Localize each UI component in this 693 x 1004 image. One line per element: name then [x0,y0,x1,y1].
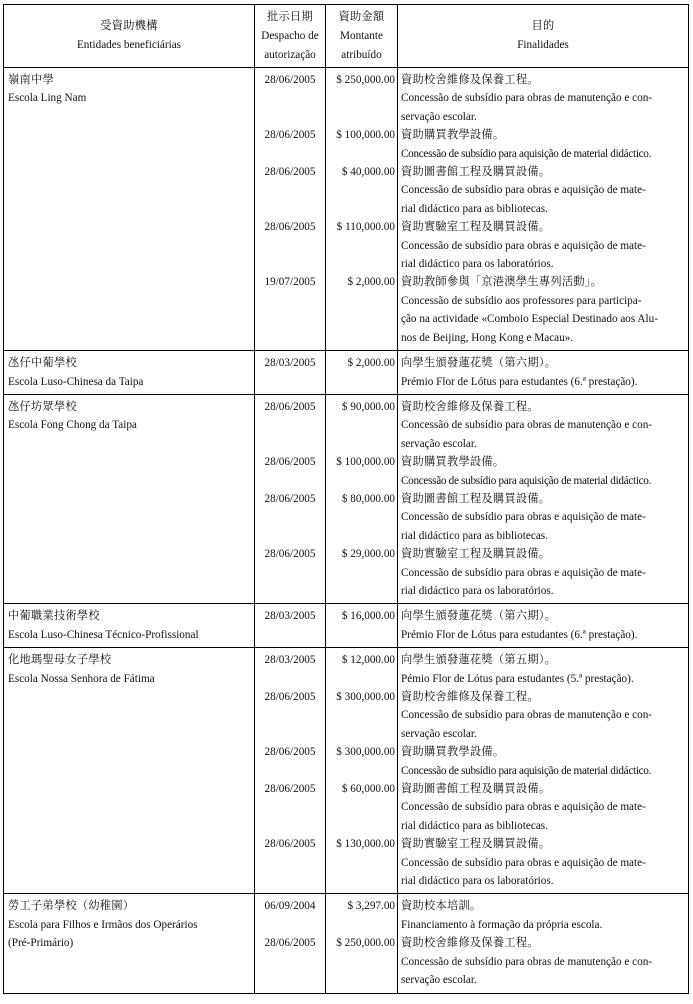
spacer [255,706,325,724]
spacer [326,237,397,255]
amount-value: $ 2,000.00 [347,357,395,370]
date-value: 28/06/2005 [264,74,316,86]
purpose-zh: 資助圖書館工程及購買設備。 [401,166,551,179]
spacer [255,725,325,743]
entity-group [4,894,689,993]
date-value: 28/06/2005 [264,456,316,469]
spacer [255,527,325,545]
spacer [255,798,325,816]
amount-value: $ 29,000.00 [341,548,395,561]
purpose-pt: servação escolar. [401,974,477,987]
header-date-zh: 批示日期 [267,10,313,23]
spacer [326,145,397,163]
spacer [255,817,325,835]
spacer [326,200,397,218]
entity-group [4,394,689,603]
spacer [326,798,397,816]
purpose-pt: Concessão de subsídio para aquisição de material didáctico. [401,147,652,160]
table-header [4,5,689,68]
spacer [255,762,325,780]
entity-name-zh: 氹仔坊眾學校 [8,400,77,413]
date-value: 28/06/2005 [264,782,316,795]
table-row [4,648,689,894]
entity-name-pt: Escola Ling Nam [8,92,87,105]
date-value: 28/06/2005 [264,400,316,413]
purpose-pt: Prémio Flor de Lótus para estudantes (6.ª prestação). [401,628,638,641]
amount-cell [326,394,398,603]
purpose-zh: 資助教師參與「京港澳學生專列活動」。 [401,276,603,289]
spacer [326,670,397,688]
table-row [4,394,689,603]
entity-cell [4,68,255,351]
spacer [326,725,397,743]
amount-value: $ 110,000.00 [336,221,395,234]
amount-cell [326,648,398,894]
purpose-pt: servação escolar. [401,727,477,740]
purpose-zh: 資助校舍維修及保養工程。 [401,691,539,703]
date-value: 28/03/2005 [264,357,316,370]
spacer [326,953,397,971]
spacer [326,971,397,989]
purpose-zh: 資助實驗室工程及購買設備。 [401,221,551,234]
spacer [255,916,325,934]
spacer [255,255,325,273]
spacer [326,89,397,107]
spacer [255,971,325,989]
table-row [4,68,689,351]
spacer [255,200,325,218]
spacer [326,372,397,390]
purpose-cell [398,648,689,894]
entity-cell [4,604,255,648]
spacer [326,471,397,489]
header-purpose-zh: 目的 [531,20,555,32]
amount-cell [326,68,398,351]
spacer [255,89,325,107]
entity-name-zh: 化地瑪聖母女子學校 [8,654,112,667]
purpose-zh: 資助實驗室工程及購買設備。 [401,548,551,561]
entity-group [4,648,689,894]
entity-name-zh: 勞工子弟學校（幼稚園） [8,900,135,913]
purpose-pt: Concessão de subsídio para obras e aquisição de mate- [401,566,646,579]
date-value: 28/03/2005 [264,654,316,667]
purpose-pt: Concessão de subsídio para obras de manutenção e con- [401,92,653,105]
amount-value: $ 250,000.00 [336,74,395,86]
table-row [4,351,689,395]
spacer [326,508,397,526]
purpose-zh: 向學生頒發蓮花獎（第五期）。 [401,654,557,667]
entity-group [4,351,689,395]
header-date-pt2: autorização [264,48,316,61]
purpose-zh: 資助圖書館工程及購買設備。 [401,783,551,796]
spacer [255,145,325,163]
spacer [326,853,397,871]
spacer [326,108,397,126]
entity-group [4,604,689,648]
entity-name-pt: (Pré-Primário) [8,937,74,950]
purpose-cell [398,394,689,603]
purpose-pt: rial didáctico para os laboratórios. [401,875,554,888]
spacer [255,181,325,199]
entity-name-pt: Escola para Filhos e Irmãos dos Operários [8,918,198,931]
date-value: 28/06/2005 [264,746,316,759]
spacer [326,762,397,780]
spacer [326,563,397,581]
spacer [255,372,325,390]
purpose-pt: Concessão de subsídio aos professores para participa- [401,294,642,307]
date-value: 28/06/2005 [264,165,316,178]
purpose-zh: 向學生頒發蓮花獎（第六期）。 [401,610,557,623]
header-entity-pt: Entidades beneficiárias [76,39,182,51]
spacer [326,872,397,890]
spacer [255,435,325,453]
amount-cell [326,894,398,993]
spacer [255,563,325,581]
amount-value: $ 12,000.00 [341,654,395,667]
header-purpose [398,5,689,68]
amount-value: $ 100,000.00 [336,129,395,142]
date-cell [255,68,326,351]
purpose-zh: 資助校舍維修及保養工程。 [401,937,539,950]
date-value: 28/06/2005 [264,492,316,505]
spacer [255,328,325,346]
purpose-pt: Concessão de subsídio para obras de manutenção e con- [401,955,653,968]
spacer [326,706,397,724]
header-amount [326,5,398,68]
entity-name-zh: 嶺南中學 [8,74,54,86]
entity-name-zh: 氹仔中葡學校 [8,357,77,370]
purpose-zh: 向學生頒發蓮花獎（第六期）。 [401,357,557,370]
purpose-zh: 資助校本培訓。 [401,900,482,913]
amount-value: $ 80,000.00 [341,492,395,505]
purpose-zh: 資助購買教學設備。 [401,129,505,142]
purpose-pt: Concessão de subsídio para obras de manutenção e con- [401,709,653,722]
date-value: 28/06/2005 [264,690,316,703]
table-row [4,894,689,993]
spacer [326,328,397,346]
amount-value: $ 16,000.00 [341,610,395,623]
purpose-pt: Concessão de subsídio para obras e aquisição de mate- [401,511,646,524]
purpose-pt: Pémio Flor de Lótus para estudantes (5.ª prestação). [401,672,634,685]
spacer [255,670,325,688]
entity-group [4,68,689,351]
purpose-pt: Concessão de subsídio para obras de manutenção e con- [401,419,653,432]
purpose-pt: rial didáctico para as bibliotecas. [401,529,548,542]
entity-cell [4,351,255,395]
date-value: 28/06/2005 [264,548,316,561]
purpose-pt: Concessão de subsídio para obras e aquisição de mate- [401,856,646,869]
spacer [255,416,325,434]
purpose-pt: rial didáctico para as bibliotecas. [401,202,548,215]
spacer [255,471,325,489]
purpose-zh: 資助購買教學設備。 [401,456,505,469]
spacer [255,953,325,971]
spacer [326,255,397,273]
entity-name-pt: Escola Luso-Chinesa Técnico-Profissional [8,628,199,641]
purpose-cell [398,68,689,351]
amount-value: $ 300,000.00 [336,690,395,703]
amount-value: $ 250,000.00 [336,937,395,950]
header-amount-pt2: atribuído [341,48,382,61]
date-value: 28/06/2005 [264,129,316,142]
date-cell [255,394,326,603]
header-entity-zh: 受資助機構 [100,20,158,32]
date-value: 28/06/2005 [264,838,316,851]
spacer [326,527,397,545]
spacer [255,310,325,328]
spacer [255,292,325,310]
entity-cell [4,648,255,894]
entity-name-pt: Escola Fong Chong da Taipa [8,419,137,432]
purpose-zh: 資助購買教學設備。 [401,746,505,759]
spacer [326,626,397,644]
spacer [326,181,397,199]
header-purpose-pt: Finalidades [517,39,569,51]
date-cell [255,894,326,993]
purpose-cell [398,351,689,395]
amount-cell [326,351,398,395]
amount-value: $ 2,000.00 [347,276,395,289]
header-amount-zh: 資助金額 [338,10,385,23]
entity-cell [4,894,255,993]
purpose-pt: Concessão de subsídio para obras e aquisição de mate- [401,239,646,252]
date-cell [255,604,326,648]
amount-value: $ 90,000.00 [341,400,395,413]
spacer [255,872,325,890]
purpose-pt: Financiamento à formação da própria escola. [401,918,603,931]
date-value: 19/07/2005 [264,276,316,289]
amount-value: $ 130,000.00 [336,838,395,851]
purpose-pt: Concessão de subsídio para aquisição de material didáctico. [401,474,652,487]
entity-name-pt: Escola Luso-Chinesa da Taipa [8,375,144,388]
purpose-cell [398,894,689,993]
purpose-pt: Concessão de subsídio para obras e aquisição de mate- [401,184,646,197]
date-value: 28/06/2005 [264,937,316,950]
purpose-pt: nos de Beijing, Hong Kong e Macau». [401,331,574,344]
purpose-pt: rial didáctico para as bibliotecas. [401,819,548,832]
spacer [326,416,397,434]
spacer [326,310,397,328]
purpose-pt: servação escolar. [401,110,477,123]
spacer [326,916,397,934]
purpose-pt: rial didáctico para os laboratórios. [401,258,554,271]
table-row [4,604,689,648]
spacer [326,582,397,600]
date-value: 28/06/2005 [264,221,316,234]
amount-cell [326,604,398,648]
amount-value: $ 300,000.00 [336,746,395,759]
spacer [326,817,397,835]
amount-value: $ 3,297.00 [347,900,395,913]
date-value: 28/03/2005 [264,610,316,623]
amount-value: $ 40,000.00 [341,165,395,178]
spacer [255,108,325,126]
date-value: 06/09/2004 [264,900,316,913]
purpose-pt: rial didáctico para os laboratórios. [401,584,554,597]
spacer [255,626,325,644]
purpose-pt: ção na actividade «Comboio Especial Destinado aos Alu- [401,313,658,326]
purpose-zh: 資助校舍維修及保養工程。 [401,400,539,413]
purpose-zh: 資助實驗室工程及購買設備。 [401,838,551,851]
purpose-pt: Prémio Flor de Lótus para estudantes (6.ª prestação). [401,375,638,388]
purpose-pt: Concessão de subsídio para obras e aquisição de mate- [401,801,646,814]
entity-cell [4,394,255,603]
date-cell [255,351,326,395]
header-amount-pt1: Montante [340,29,383,42]
purpose-cell [398,604,689,648]
purpose-zh: 資助校舍維修及保養工程。 [401,74,539,86]
amount-value: $ 60,000.00 [341,782,395,795]
header-date-pt1: Despacho de [261,29,319,42]
spacer [255,853,325,871]
spacer [255,582,325,600]
subsidy-table [3,4,689,994]
spacer [255,237,325,255]
amount-value: $ 100,000.00 [336,456,395,469]
header-entity [4,5,255,68]
purpose-pt: Concessão de subsídio para aquisição de material didáctico. [401,764,652,777]
purpose-zh: 資助圖書館工程及購買設備。 [401,492,551,505]
spacer [326,435,397,453]
purpose-pt: servação escolar. [401,437,477,450]
entity-name-zh: 中葡職業技術學校 [8,610,100,623]
spacer [255,508,325,526]
spacer [326,292,397,310]
entity-name-pt: Escola Nossa Senhora de Fátima [8,672,155,685]
header-date [255,5,326,68]
date-cell [255,648,326,894]
